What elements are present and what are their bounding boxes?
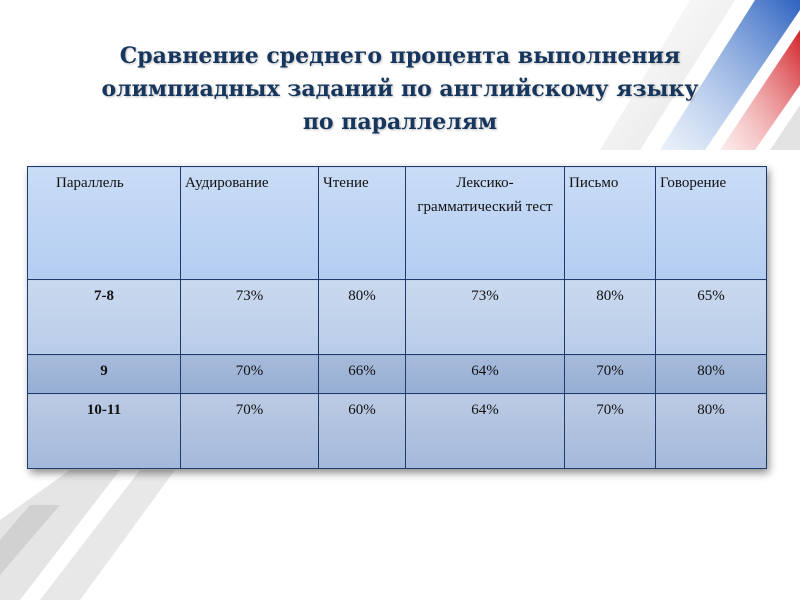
value-cell: 70%: [565, 355, 656, 394]
results-table: [27, 166, 767, 469]
header-cell: Письмо: [565, 167, 656, 280]
header-cell: Говорение: [656, 167, 767, 280]
header-cell: Чтение: [319, 167, 406, 280]
value-cell: 64%: [406, 394, 565, 469]
value-cell: 66%: [319, 355, 406, 394]
value-cell: 70%: [565, 394, 656, 469]
value-cell: 60%: [319, 394, 406, 469]
value-cell: 80%: [656, 394, 767, 469]
value-cell: 70%: [181, 355, 319, 394]
header-cell: Лексико-грамматический тест: [406, 167, 565, 280]
table-header-row: [28, 167, 767, 280]
table-row: [28, 355, 767, 394]
value-cell: 73%: [181, 280, 319, 355]
value-cell: 80%: [319, 280, 406, 355]
results-table-wrapper: [27, 166, 766, 469]
title-line-1: Сравнение среднего процента выполнения: [119, 43, 681, 69]
header-cell: Аудирование: [181, 167, 319, 280]
table-row: [28, 280, 767, 355]
value-cell: 73%: [406, 280, 565, 355]
value-cell: 64%: [406, 355, 565, 394]
value-cell: 65%: [656, 280, 767, 355]
header-cell: Параллель: [28, 167, 181, 280]
value-cell: 80%: [656, 355, 767, 394]
value-cell: 70%: [181, 394, 319, 469]
title-line-2: олимпиадных заданий по английскому языку: [101, 76, 699, 102]
grade-cell: 10-11: [28, 394, 181, 469]
grade-cell: 9: [28, 355, 181, 394]
grade-cell: 7-8: [28, 280, 181, 355]
table-row: [28, 394, 767, 469]
page-title: [40, 40, 760, 139]
title-line-3: по параллелям: [302, 109, 498, 135]
value-cell: 80%: [565, 280, 656, 355]
